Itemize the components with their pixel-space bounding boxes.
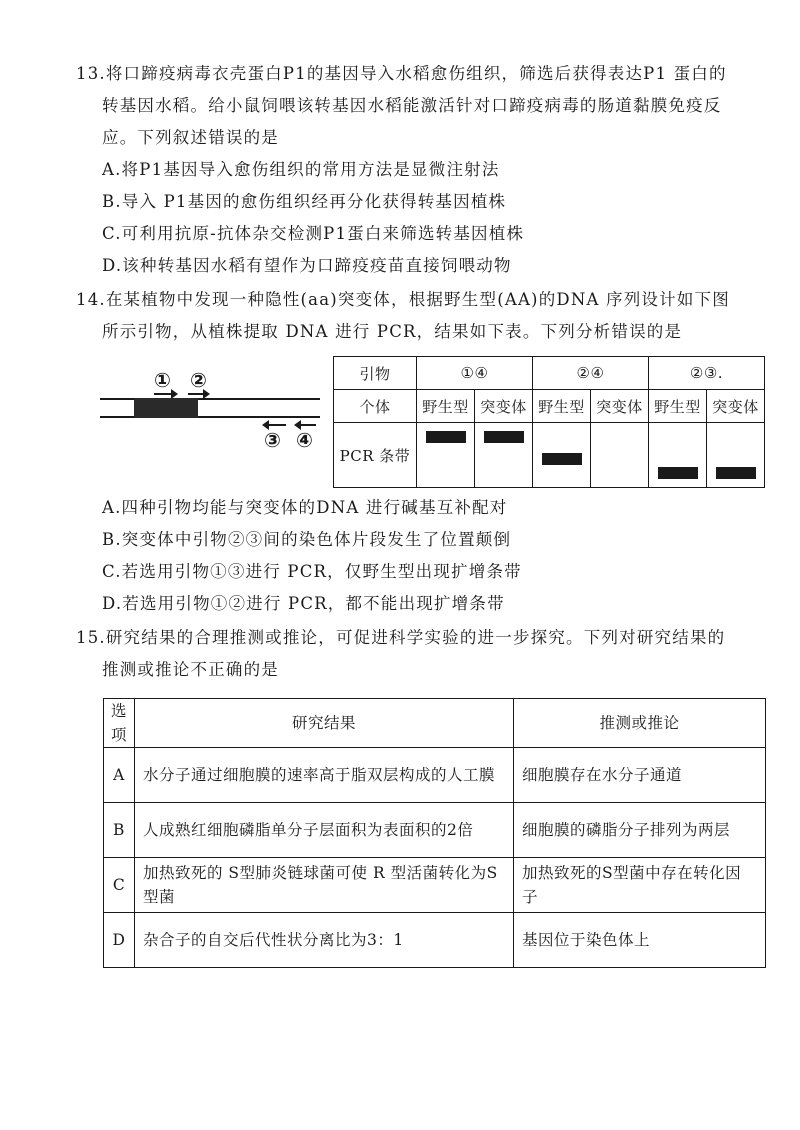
row-c-inference: 加热致死的S型菌中存在转化因子 bbox=[514, 858, 766, 913]
q14-option-b: B.突变体中引物②③间的染色体片段发生了位置颠倒 bbox=[102, 530, 512, 549]
row-d-result: 杂合子的自交后代性状分离比为3：1 bbox=[135, 913, 514, 968]
col-mutant-1: 突变体 bbox=[475, 390, 533, 423]
pcr-result-table bbox=[333, 356, 765, 488]
q14-stem-line-1: 14.在某植物中发现一种隐性(aa)突变体，根据野生型(AA)的DNA 序列设计如下图 bbox=[76, 290, 730, 309]
band-cell bbox=[417, 423, 475, 488]
q15-stem-line-2: 推测或推论不正确的是 bbox=[102, 660, 279, 679]
dna-strand-bottom bbox=[100, 416, 320, 418]
q13-option-d: D.该种转基因水稻有望作为口蹄疫疫苗直接饲喂动物 bbox=[102, 256, 512, 275]
primer-2-arrow bbox=[188, 393, 208, 395]
row-pcr-band-label: PCR 条带 bbox=[334, 423, 417, 488]
row-c-option: C bbox=[104, 858, 135, 913]
row-b-option: B bbox=[104, 803, 135, 858]
row-a-option: A bbox=[104, 748, 135, 803]
q14-option-a: A.四种引物均能与突变体的DNA 进行碱基互补配对 bbox=[102, 498, 508, 517]
q14-option-c: C.若选用引物①③进行 PCR，仅野生型出现扩增条带 bbox=[102, 562, 522, 581]
band-cell bbox=[707, 423, 765, 488]
header-individual: 个体 bbox=[334, 390, 417, 423]
primer-1-label: ① bbox=[154, 368, 171, 392]
header-option: 选项 bbox=[104, 699, 135, 748]
primer-2-label: ② bbox=[190, 368, 207, 392]
q13-stem-line-2: 转基因水稻。给小鼠饲喂该转基因水稻能激活针对口蹄疫病毒的肠道黏膜免疫反 bbox=[102, 96, 722, 115]
band-cell bbox=[649, 423, 707, 488]
q13-stem-line-3: 应。下列叙述错误的是 bbox=[102, 128, 279, 147]
row-d-option: D bbox=[104, 913, 135, 968]
col-wildtype-2: 野生型 bbox=[533, 390, 591, 423]
row-a-result: 水分子通过细胞膜的速率高于脂双层构成的人工膜 bbox=[135, 748, 514, 803]
q14-stem-line-2: 所示引物，从植株提取 DNA 进行 PCR，结果如下表。下列分析错误的是 bbox=[102, 322, 683, 341]
row-b-inference: 细胞膜的磷脂分子排列为两层 bbox=[514, 803, 766, 858]
col-mutant-3: 突变体 bbox=[707, 390, 765, 423]
row-a-inference: 细胞膜存在水分子通道 bbox=[514, 748, 766, 803]
header-primer-1-4: ①④ bbox=[417, 357, 533, 390]
q15-stem-line-1: 15.研究结果的合理推测或推论，可促进科学实验的进一步探究。下列对研究结果的 bbox=[76, 628, 726, 647]
primer-diagram bbox=[100, 366, 330, 466]
row-b-result: 人成熟红细胞磷脂单分子层面积为表面积的2倍 bbox=[135, 803, 514, 858]
primer-1-arrow bbox=[154, 393, 176, 395]
q15-result-table bbox=[103, 698, 766, 968]
primer-3-label: ③ bbox=[264, 428, 281, 452]
col-wildtype-3: 野生型 bbox=[649, 390, 707, 423]
header-inference: 推测或推论 bbox=[514, 699, 766, 748]
pcr-band bbox=[542, 453, 582, 465]
q13-option-c: C.可利用抗原-抗体杂交检测P1蛋白来筛选转基因植株 bbox=[102, 224, 525, 243]
pcr-band bbox=[484, 431, 524, 443]
band-cell bbox=[475, 423, 533, 488]
row-c-result: 加热致死的 S型肺炎链球菌可使 R 型活菌转化为S型菌 bbox=[135, 858, 514, 913]
pcr-band bbox=[658, 467, 698, 479]
q14-option-d: D.若选用引物①②进行 PCR，都不能出现扩增条带 bbox=[102, 594, 505, 613]
primer-4-label: ④ bbox=[296, 428, 313, 452]
gene-a-region bbox=[134, 398, 198, 418]
header-result: 研究结果 bbox=[135, 699, 514, 748]
band-cell-empty bbox=[591, 423, 649, 488]
primer-3-arrow bbox=[264, 424, 286, 426]
row-d-inference: 基因位于染色体上 bbox=[514, 913, 766, 968]
pcr-band bbox=[716, 467, 756, 479]
header-primer-2-4: ②④ bbox=[533, 357, 649, 390]
dna-strand-top bbox=[100, 398, 320, 400]
pcr-band bbox=[426, 431, 466, 443]
q13-stem-line-1: 13.将口蹄疫病毒衣壳蛋白P1的基因导入水稻愈伤组织，筛选后获得表达P1 蛋白的 bbox=[76, 64, 727, 83]
header-primer-2-3: ②③. bbox=[649, 357, 765, 390]
col-mutant-2: 突变体 bbox=[591, 390, 649, 423]
q13-option-b: B.导入 P1基因的愈伤组织经再分化获得转基因植株 bbox=[102, 192, 507, 211]
primer-4-arrow bbox=[296, 424, 316, 426]
col-wildtype-1: 野生型 bbox=[417, 390, 475, 423]
q13-option-a: A.将P1基因导入愈伤组织的常用方法是显微注射法 bbox=[102, 160, 500, 179]
header-primer: 引物 bbox=[334, 357, 417, 390]
band-cell bbox=[533, 423, 591, 488]
